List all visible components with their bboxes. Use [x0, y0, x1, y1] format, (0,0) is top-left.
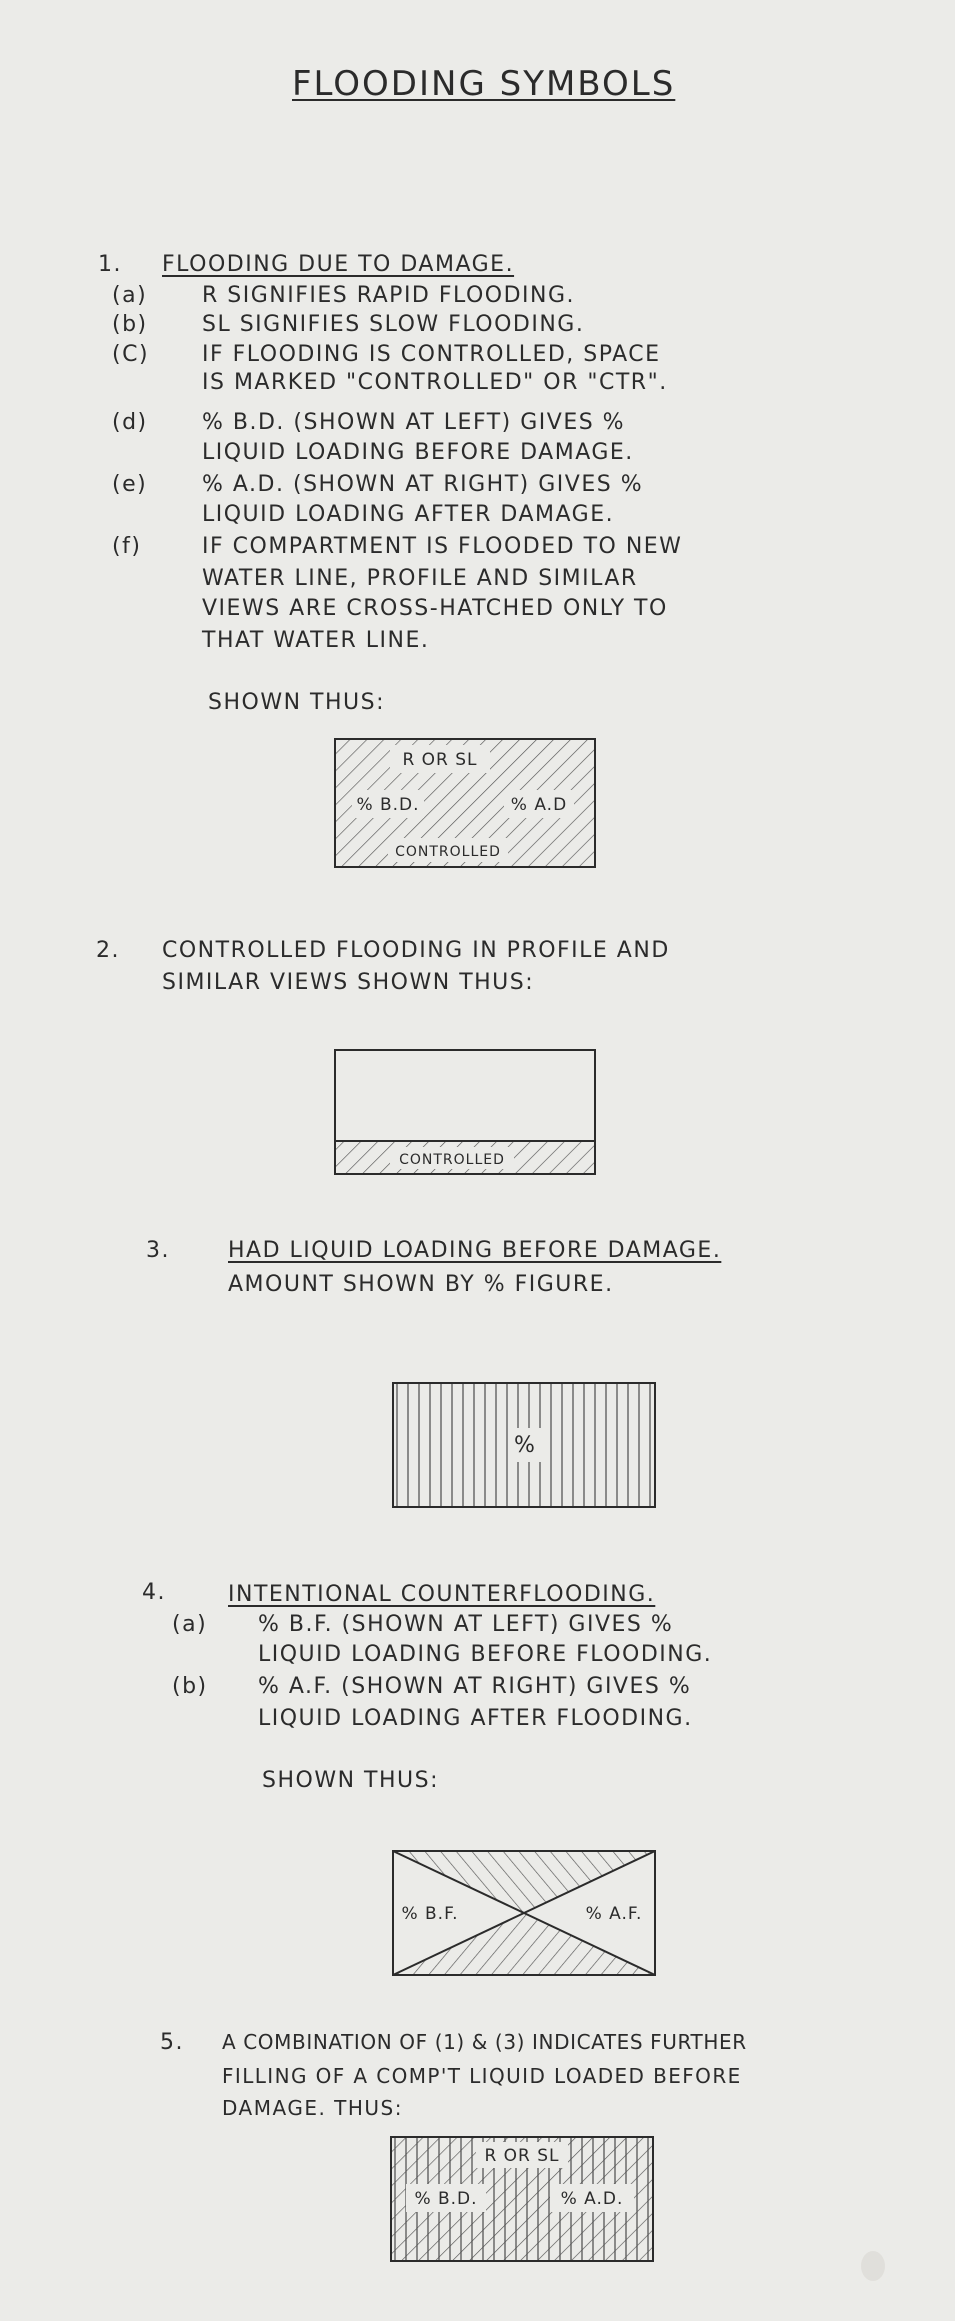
item-1d-line-1: % B.D. (SHOWN AT LEFT) GIVES %: [202, 410, 626, 435]
item-4b-line-2: LIQUID LOADING AFTER FLOODING.: [258, 1706, 693, 1731]
item-1f-line-3: VIEWS ARE CROSS-HATCHED ONLY TO: [202, 596, 668, 621]
diagram-1-right-label: % A.D: [510, 795, 568, 815]
diagram-1-bottom-label: CONTROLLED: [395, 844, 501, 860]
item-1f-line-4: THAT WATER LINE.: [202, 628, 430, 653]
section-1-shown-thus: SHOWN THUS:: [208, 690, 385, 715]
section-5-line-2: FILLING OF A COMP'T LIQUID LOADED BEFORE: [222, 2064, 742, 2088]
item-1c-label: (C): [112, 342, 150, 367]
item-1f-line-1: IF COMPARTMENT IS FLOODED TO NEW: [202, 534, 683, 559]
diagram-5-top-label: R OR SL: [484, 2146, 560, 2166]
diagram-1-left-label: % B.D.: [356, 795, 420, 815]
item-4b-label: (b): [172, 1674, 208, 1699]
section-4-heading: INTENTIONAL COUNTERFLOODING.: [228, 1582, 656, 1607]
item-1a-label: (a): [112, 283, 148, 308]
section-5-line-1: A COMBINATION OF (1) & (3) INDICATES FURTHER: [222, 2030, 747, 2054]
item-4a-label: (a): [172, 1612, 208, 1637]
diagram-4-left-label: % B.F.: [401, 1904, 459, 1924]
section-1-heading: FLOODING DUE TO DAMAGE.: [162, 252, 515, 277]
section-5-line-3: DAMAGE. THUS:: [222, 2096, 403, 2120]
item-1e-line-2: LIQUID LOADING AFTER DAMAGE.: [202, 502, 615, 527]
diagram-1-damage-flooding: [334, 738, 596, 868]
item-1b-text: SL SIGNIFIES SLOW FLOODING.: [202, 312, 585, 337]
diagram-5-right-label: % A.D.: [560, 2189, 624, 2209]
section-4-shown-thus: SHOWN THUS:: [262, 1768, 439, 1793]
section-3-number: 3.: [146, 1238, 170, 1263]
section-2-line-2: SIMILAR VIEWS SHOWN THUS:: [162, 970, 535, 995]
section-2-line-1: CONTROLLED FLOODING IN PROFILE AND: [162, 938, 670, 963]
item-4a-line-2: LIQUID LOADING BEFORE FLOODING.: [258, 1642, 713, 1667]
section-2-number: 2.: [96, 938, 120, 963]
diagram-4-counterflooding: [392, 1850, 656, 1976]
item-1c-line-2: IS MARKED "CONTROLLED" OR "CTR".: [202, 370, 668, 395]
section-3-line-2: AMOUNT SHOWN BY % FIGURE.: [228, 1272, 614, 1297]
diagram-5-left-label: % B.D.: [414, 2189, 478, 2209]
section-4-number: 4.: [142, 1580, 166, 1605]
item-1f-label: (f): [112, 534, 142, 559]
diagram-3-label: %: [514, 1433, 536, 1458]
diagram-4-right-label: % A.F.: [585, 1904, 643, 1924]
item-1d-label: (d): [112, 410, 148, 435]
section-1-number: 1.: [98, 252, 122, 277]
item-1a-text: R SIGNIFIES RAPID FLOODING.: [202, 283, 576, 308]
diagram-2-controlled-flooding: [334, 1049, 596, 1175]
item-1f-line-2: WATER LINE, PROFILE AND SIMILAR: [202, 566, 638, 591]
item-1c-line-1: IF FLOODING IS CONTROLLED, SPACE: [202, 342, 661, 367]
item-1d-line-2: LIQUID LOADING BEFORE DAMAGE.: [202, 440, 634, 465]
paper-stain: [861, 2251, 885, 2281]
diagram-5-combination: [390, 2136, 654, 2262]
item-1b-label: (b): [112, 312, 148, 337]
item-4b-line-1: % A.F. (SHOWN AT RIGHT) GIVES %: [258, 1674, 692, 1699]
item-1e-label: (e): [112, 472, 148, 497]
diagram-1-top-label: R OR SL: [402, 750, 478, 770]
section-5-number: 5.: [160, 2030, 184, 2055]
diagram-3-liquid-loading: [392, 1382, 656, 1508]
item-1e-line-1: % A.D. (SHOWN AT RIGHT) GIVES %: [202, 472, 644, 497]
item-4a-line-1: % B.F. (SHOWN AT LEFT) GIVES %: [258, 1612, 674, 1637]
section-3-line-1: HAD LIQUID LOADING BEFORE DAMAGE.: [228, 1238, 722, 1263]
page-title: FLOODING SYMBOLS: [292, 64, 676, 104]
diagram-2-label: CONTROLLED: [399, 1152, 505, 1168]
